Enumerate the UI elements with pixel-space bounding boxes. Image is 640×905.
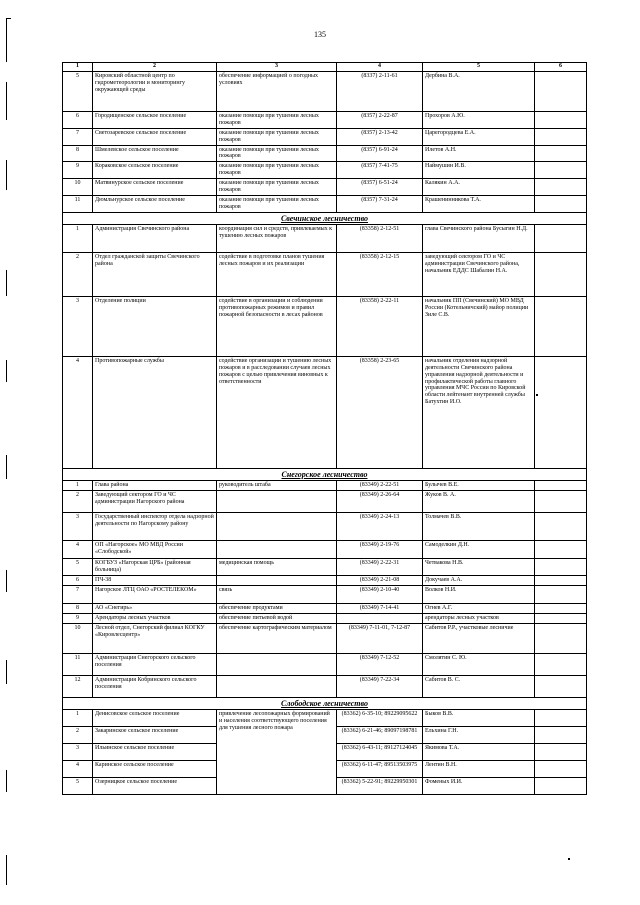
- note-cell: [535, 541, 587, 559]
- person-cell: Дербина В.А.: [423, 72, 535, 112]
- row-number: 4: [63, 761, 93, 778]
- duty-cell: оказание помощи при тушении лесных пожаров: [217, 145, 337, 162]
- note-cell: [535, 761, 587, 778]
- organization-cell: Городищенское сельское поселение: [93, 112, 217, 129]
- binding-mark: [6, 855, 7, 885]
- organization-cell: Денисовское сельское поселение: [93, 710, 217, 727]
- phone-cell: (83362) 6-21-46; 89097198781: [337, 727, 423, 744]
- person-cell: Огнев А.Г.: [423, 603, 535, 613]
- phone-cell: (83358) 2-12-15: [337, 252, 423, 296]
- table-row: [63, 162, 587, 179]
- row-number: 2: [63, 491, 93, 513]
- person-cell: глава Свечинского района Бусыгин Н.Д.: [423, 224, 535, 252]
- phone-cell: (8357) 7-31-24: [337, 195, 423, 212]
- duty-cell: оказание помощи при тушении лесных пожаров: [217, 162, 337, 179]
- contacts-table: [62, 62, 587, 795]
- row-number: 4: [63, 541, 93, 559]
- note-cell: [535, 585, 587, 603]
- phone-cell: (83358) 2-22-11: [337, 296, 423, 356]
- duty-cell: обеспечение информацией о погодных условиях: [217, 72, 337, 112]
- person-cell: Докучаев А.А.: [423, 575, 535, 585]
- organization-cell: Кораковское сельское поселение: [93, 162, 217, 179]
- phone-cell: (83349) 2-10-40: [337, 585, 423, 603]
- person-cell: Крашенинникова Т.А.: [423, 195, 535, 212]
- section-title: Слободское лесничество: [63, 697, 587, 709]
- phone-cell: (83362) 6-11-47; 89513503975: [337, 761, 423, 778]
- row-number: 1: [63, 481, 93, 491]
- note-cell: [535, 675, 587, 697]
- phone-cell: (83349) 2-21-08: [337, 575, 423, 585]
- note-cell: [535, 603, 587, 613]
- person-cell: Фоменых И.И.: [423, 778, 535, 795]
- row-number: 10: [63, 623, 93, 653]
- note-cell: [535, 145, 587, 162]
- row-number: 10: [63, 179, 93, 196]
- duty-cell: привлечение лесопожарных формирований и населения соответствующего поселения для тушения лесного пожара: [217, 710, 337, 795]
- organization-cell: Озерницкое сельское поселение: [93, 778, 217, 795]
- duty-cell: содействие в организации и соблюдении противопожарных режимов и правил пожарной безопасности в лесах районов: [217, 296, 337, 356]
- note-cell: [535, 653, 587, 675]
- note-cell: [535, 224, 587, 252]
- note-cell: [535, 710, 587, 727]
- note-cell: [535, 128, 587, 145]
- duty-cell: [217, 575, 337, 585]
- column-number: 4: [337, 63, 423, 72]
- duty-cell: содействие организации и тушению лесных пожаров и в расследовании случаев лесных пожаров с целью привлечения виновных к ответственности: [217, 356, 337, 468]
- duty-cell: связь: [217, 585, 337, 603]
- row-number: 5: [63, 778, 93, 795]
- table-row: [63, 356, 587, 468]
- column-number: 6: [535, 63, 587, 72]
- table-row: [63, 72, 587, 112]
- binding-mark: [6, 660, 7, 684]
- person-cell: Самоделкин Д.Н.: [423, 541, 535, 559]
- duty-cell: оказание помощи при тушении лесных пожаров: [217, 179, 337, 196]
- person-cell: Булычев В.Е.: [423, 481, 535, 491]
- section-heading-row: [63, 697, 587, 709]
- organization-cell: Шмелевское сельское поселение: [93, 145, 217, 162]
- phone-cell: (83358) 2-23-65: [337, 356, 423, 468]
- row-number: 6: [63, 575, 93, 585]
- table-row: [63, 128, 587, 145]
- binding-mark: [6, 18, 7, 62]
- row-number: 9: [63, 613, 93, 623]
- organization-cell: КОГБУЗ «Нагорская ЦРБ» (районная больница): [93, 559, 217, 576]
- table-row: [63, 195, 587, 212]
- phone-cell: (8357) 2-22-87: [337, 112, 423, 129]
- person-cell: Калякин А.А.: [423, 179, 535, 196]
- note-cell: [535, 744, 587, 761]
- note-cell: [535, 72, 587, 112]
- person-cell: Сабитов Р.Р., участковые лесничие: [423, 623, 535, 653]
- row-number: 1: [63, 224, 93, 252]
- table-row: [63, 145, 587, 162]
- note-cell: [535, 491, 587, 513]
- row-number: 1: [63, 710, 93, 727]
- row-number: 12: [63, 675, 93, 697]
- duty-cell: [217, 541, 337, 559]
- row-number: 3: [63, 513, 93, 541]
- table-row: [63, 112, 587, 129]
- person-cell: Лентин В.Н.: [423, 761, 535, 778]
- person-cell: арендаторы лесных участков: [423, 613, 535, 623]
- table-row: [63, 710, 587, 727]
- duty-cell: [217, 653, 337, 675]
- note-cell: [535, 613, 587, 623]
- scan-speck: [568, 858, 570, 860]
- organization-cell: Светозаревское сельское поселение: [93, 128, 217, 145]
- phone-cell: (8357) 2-13-42: [337, 128, 423, 145]
- binding-mark: [6, 570, 7, 592]
- binding-mark: [6, 360, 7, 382]
- table-row: [63, 613, 587, 623]
- table-row: [63, 179, 587, 196]
- organization-cell: Кировский областной центр по гидрометеорологии и мониторингу окружающей среды: [93, 72, 217, 112]
- row-number: 7: [63, 585, 93, 603]
- phone-cell: (83358) 2-12-51: [337, 224, 423, 252]
- phone-cell: (83349) 2-22-51: [337, 481, 423, 491]
- organization-cell: Дюмльнурское сельское поселение: [93, 195, 217, 212]
- row-number: 11: [63, 653, 93, 675]
- organization-cell: Отделение полиции: [93, 296, 217, 356]
- note-cell: [535, 296, 587, 356]
- phone-cell: (83349) 2-26-64: [337, 491, 423, 513]
- organization-cell: Арендаторы лесных участков: [93, 613, 217, 623]
- binding-mark: [6, 270, 7, 296]
- note-cell: [535, 162, 587, 179]
- duty-cell: медицинская помощь: [217, 559, 337, 576]
- duty-cell: оказание помощи при тушении лесных пожаров: [217, 128, 337, 145]
- column-number-row: [63, 63, 587, 72]
- table-row: [63, 224, 587, 252]
- scan-speck: [536, 394, 538, 396]
- row-number: 3: [63, 296, 93, 356]
- organization-cell: Матвинурское сельское поселение: [93, 179, 217, 196]
- row-number: 7: [63, 128, 93, 145]
- organization-cell: Глава района: [93, 481, 217, 491]
- person-cell: заведующий сектором ГО и ЧС администрации Свечинского района, начальник ЕДДС Шабалин Н.А.: [423, 252, 535, 296]
- duty-cell: [217, 675, 337, 697]
- organization-cell: ПЧ-38: [93, 575, 217, 585]
- binding-mark: [6, 82, 7, 120]
- note-cell: [535, 481, 587, 491]
- phone-cell: [337, 613, 423, 623]
- organization-cell: Ильинское сельское поселение: [93, 744, 217, 761]
- person-cell: Смолятин С. Ю.: [423, 653, 535, 675]
- person-cell: Жуков В. А.: [423, 491, 535, 513]
- organization-cell: Лесной отдел, Снегорский филиал КОГКУ «Кировлесцентр»: [93, 623, 217, 653]
- phone-cell: (8357) 6-51-24: [337, 179, 423, 196]
- row-number: 5: [63, 559, 93, 576]
- column-number: 5: [423, 63, 535, 72]
- table-row: [63, 585, 587, 603]
- binding-mark: [6, 455, 7, 479]
- section-heading-row: [63, 468, 587, 480]
- organization-cell: Нагорское ЛТЦ ОАО «РОСТЕЛЕКОМ»: [93, 585, 217, 603]
- note-cell: [535, 112, 587, 129]
- table-row: [63, 603, 587, 613]
- person-cell: Наймушин И.В.: [423, 162, 535, 179]
- table-row: [63, 575, 587, 585]
- phone-cell: (83349) 2-19-76: [337, 541, 423, 559]
- phone-cell: (83362) 6-35-10; 89229095622: [337, 710, 423, 727]
- row-number: 8: [63, 145, 93, 162]
- duty-cell: руководитель штаба: [217, 481, 337, 491]
- note-cell: [535, 252, 587, 296]
- row-number: 11: [63, 195, 93, 212]
- person-cell: Ельхина Г.Н.: [423, 727, 535, 744]
- table-row: [63, 541, 587, 559]
- person-cell: начальник ПП (Свечинский) МО МВД России (Котельничский) майор полиции Зиле С.В.: [423, 296, 535, 356]
- row-number: 2: [63, 727, 93, 744]
- person-cell: Якимова Т.А.: [423, 744, 535, 761]
- duty-cell: содействие в подготовке планов тушения лесных пожаров и их реализации: [217, 252, 337, 296]
- binding-mark: [6, 770, 7, 792]
- note-cell: [535, 356, 587, 468]
- note-cell: [535, 575, 587, 585]
- organization-cell: Государственный инспектор отдела надзорной деятельности по Нагорскому району: [93, 513, 217, 541]
- person-cell: начальник отделения надзорной деятельности Свечинского района управления надзорной деятельности и профилактической работы главного управления МЧС России по Кировской области лейтенант внутренней службы Батухтин И.О.: [423, 356, 535, 468]
- organization-cell: Закаринское сельское поселение: [93, 727, 217, 744]
- table-row: [63, 513, 587, 541]
- phone-cell: (8337) 2-11-61: [337, 72, 423, 112]
- phone-cell: (83349) 7-22-34: [337, 675, 423, 697]
- duty-cell: обеспечение картографическим материалом: [217, 623, 337, 653]
- organization-cell: Заведующий сектором ГО и ЧС администрации Нагорского района: [93, 491, 217, 513]
- row-number: 4: [63, 356, 93, 468]
- section-title: Снегорское лесничество: [63, 468, 587, 480]
- table-row: [63, 653, 587, 675]
- person-cell: Прохоров А.Ю.: [423, 112, 535, 129]
- person-cell: Сабитов В. С.: [423, 675, 535, 697]
- section-title: Свечинское лесничество: [63, 212, 587, 224]
- person-cell: Толмачев В.В.: [423, 513, 535, 541]
- person-cell: Волков Н.И.: [423, 585, 535, 603]
- person-cell: Четвакова Н.В.: [423, 559, 535, 576]
- row-number: 6: [63, 112, 93, 129]
- phone-cell: (83349) 7-12-52: [337, 653, 423, 675]
- row-number: 8: [63, 603, 93, 613]
- organization-cell: Администрация Свечинского района: [93, 224, 217, 252]
- column-number: 1: [63, 63, 93, 72]
- row-number: 5: [63, 72, 93, 112]
- organization-cell: АО «Снегирь»: [93, 603, 217, 613]
- page-number: 135: [314, 30, 326, 39]
- phone-cell: (8357) 6-91-24: [337, 145, 423, 162]
- duty-cell: оказание помощи при тушении лесных пожаров: [217, 195, 337, 212]
- note-cell: [535, 727, 587, 744]
- binding-mark: [6, 160, 7, 190]
- organization-cell: Отдел гражданской защиты Свечинского района: [93, 252, 217, 296]
- duty-cell: обеспечение питьевой водой: [217, 613, 337, 623]
- duty-cell: [217, 513, 337, 541]
- column-number: 3: [217, 63, 337, 72]
- person-cell: Илетов А.Н.: [423, 145, 535, 162]
- note-cell: [535, 195, 587, 212]
- duty-cell: координация сил и средств, привлекаемых к тушению лесных пожаров: [217, 224, 337, 252]
- table-row: [63, 559, 587, 576]
- table-row: [63, 491, 587, 513]
- table-row: [63, 296, 587, 356]
- table-row: [63, 623, 587, 653]
- note-cell: [535, 179, 587, 196]
- phone-cell: (8357) 7-41-75: [337, 162, 423, 179]
- phone-cell: (83349) 7-11-01, 7-12-87: [337, 623, 423, 653]
- organization-cell: Администрация Кобринского сельского поселения: [93, 675, 217, 697]
- note-cell: [535, 778, 587, 795]
- section-heading-row: [63, 212, 587, 224]
- person-cell: Царегородцева Е.А.: [423, 128, 535, 145]
- note-cell: [535, 513, 587, 541]
- duty-cell: [217, 491, 337, 513]
- phone-cell: (83362) 6-43-11; 89127124045: [337, 744, 423, 761]
- organization-cell: Администрация Снегорского сельского поселения: [93, 653, 217, 675]
- organization-cell: Каринское сельское поселение: [93, 761, 217, 778]
- phone-cell: (83349) 2-24-13: [337, 513, 423, 541]
- binding-hook: [6, 18, 11, 19]
- table-row: [63, 481, 587, 491]
- organization-cell: ОП «Нагорское» МО МВД России «Слободской»: [93, 541, 217, 559]
- row-number: 2: [63, 252, 93, 296]
- duty-cell: оказание помощи при тушении лесных пожаров: [217, 112, 337, 129]
- table-row: [63, 675, 587, 697]
- phone-cell: (83362) 5-22-91; 89229950301: [337, 778, 423, 795]
- row-number: 3: [63, 744, 93, 761]
- person-cell: Быков В.В.: [423, 710, 535, 727]
- duty-cell: обеспечение продуктами: [217, 603, 337, 613]
- note-cell: [535, 559, 587, 576]
- organization-cell: Противопожарные службы: [93, 356, 217, 468]
- phone-cell: (83349) 7-14-41: [337, 603, 423, 613]
- table-row: [63, 252, 587, 296]
- phone-cell: (83349) 2-22-31: [337, 559, 423, 576]
- note-cell: [535, 623, 587, 653]
- column-number: 2: [93, 63, 217, 72]
- row-number: 9: [63, 162, 93, 179]
